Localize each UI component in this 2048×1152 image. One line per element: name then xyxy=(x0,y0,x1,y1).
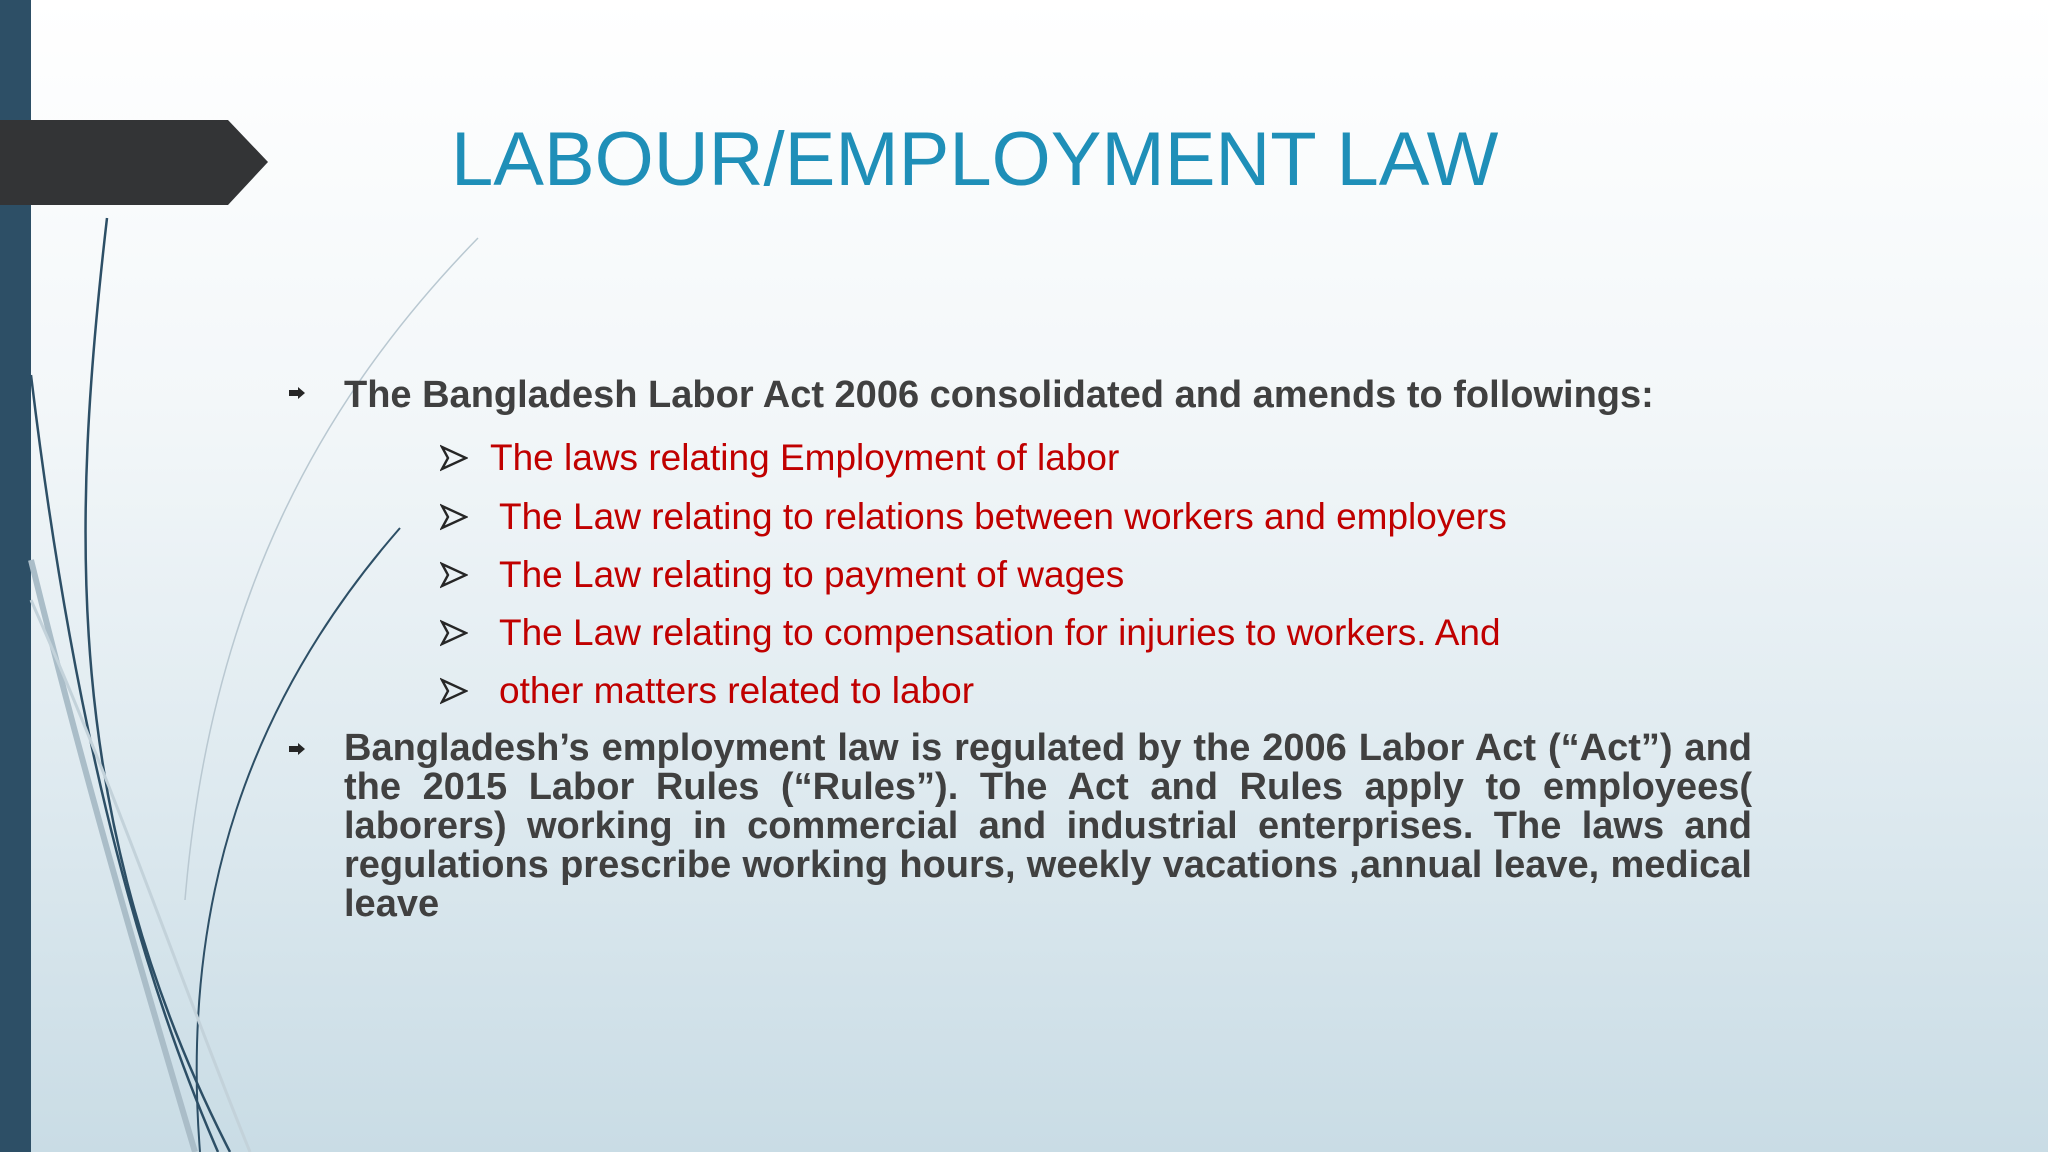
sub-item-text: The Law relating to compensation for injuries to workers. And xyxy=(499,612,1501,653)
bullet-2-text: Bangladesh’s employment law is regulated by the 2006 Labor Act (“Act”) and the 2015 Labor Rules (“Rules”). The Act and Rules apply to employees( laborers) working in commercial and industrial enterprises. The laws and regulations prescribe working hours, weekly vacations ,annual leave, medical leave xyxy=(344,727,1752,925)
sub-item-text: other matters related to labor xyxy=(499,670,975,711)
title-arrow-tab xyxy=(0,120,268,205)
sub-item-4 xyxy=(440,608,1501,658)
arrowhead-bullet-icon xyxy=(440,619,468,647)
arrowhead-bullet-icon xyxy=(440,503,468,531)
sub-item-5 xyxy=(440,666,974,716)
sub-item-text: The laws relating Employment of labor xyxy=(490,437,1120,478)
arrowhead-bullet-icon xyxy=(440,561,468,589)
arrowhead-bullet-icon xyxy=(440,444,468,472)
sub-item-1 xyxy=(440,433,1119,483)
sub-item-2 xyxy=(440,492,1507,542)
sub-item-text: The Law relating to relations between workers and employers xyxy=(499,496,1507,537)
arrow-bullet-icon xyxy=(289,387,305,399)
arrow-bullet-icon xyxy=(289,743,305,755)
sub-item-3 xyxy=(440,550,1124,600)
slide-title: LABOUR/EMPLOYMENT LAW xyxy=(451,117,1499,202)
sub-item-text: The Law relating to payment of wages xyxy=(499,554,1125,595)
bullet-1-text: The Bangladesh Labor Act 2006 consolidated and amends to followings: xyxy=(344,374,1654,416)
arrowhead-bullet-icon xyxy=(440,677,468,705)
